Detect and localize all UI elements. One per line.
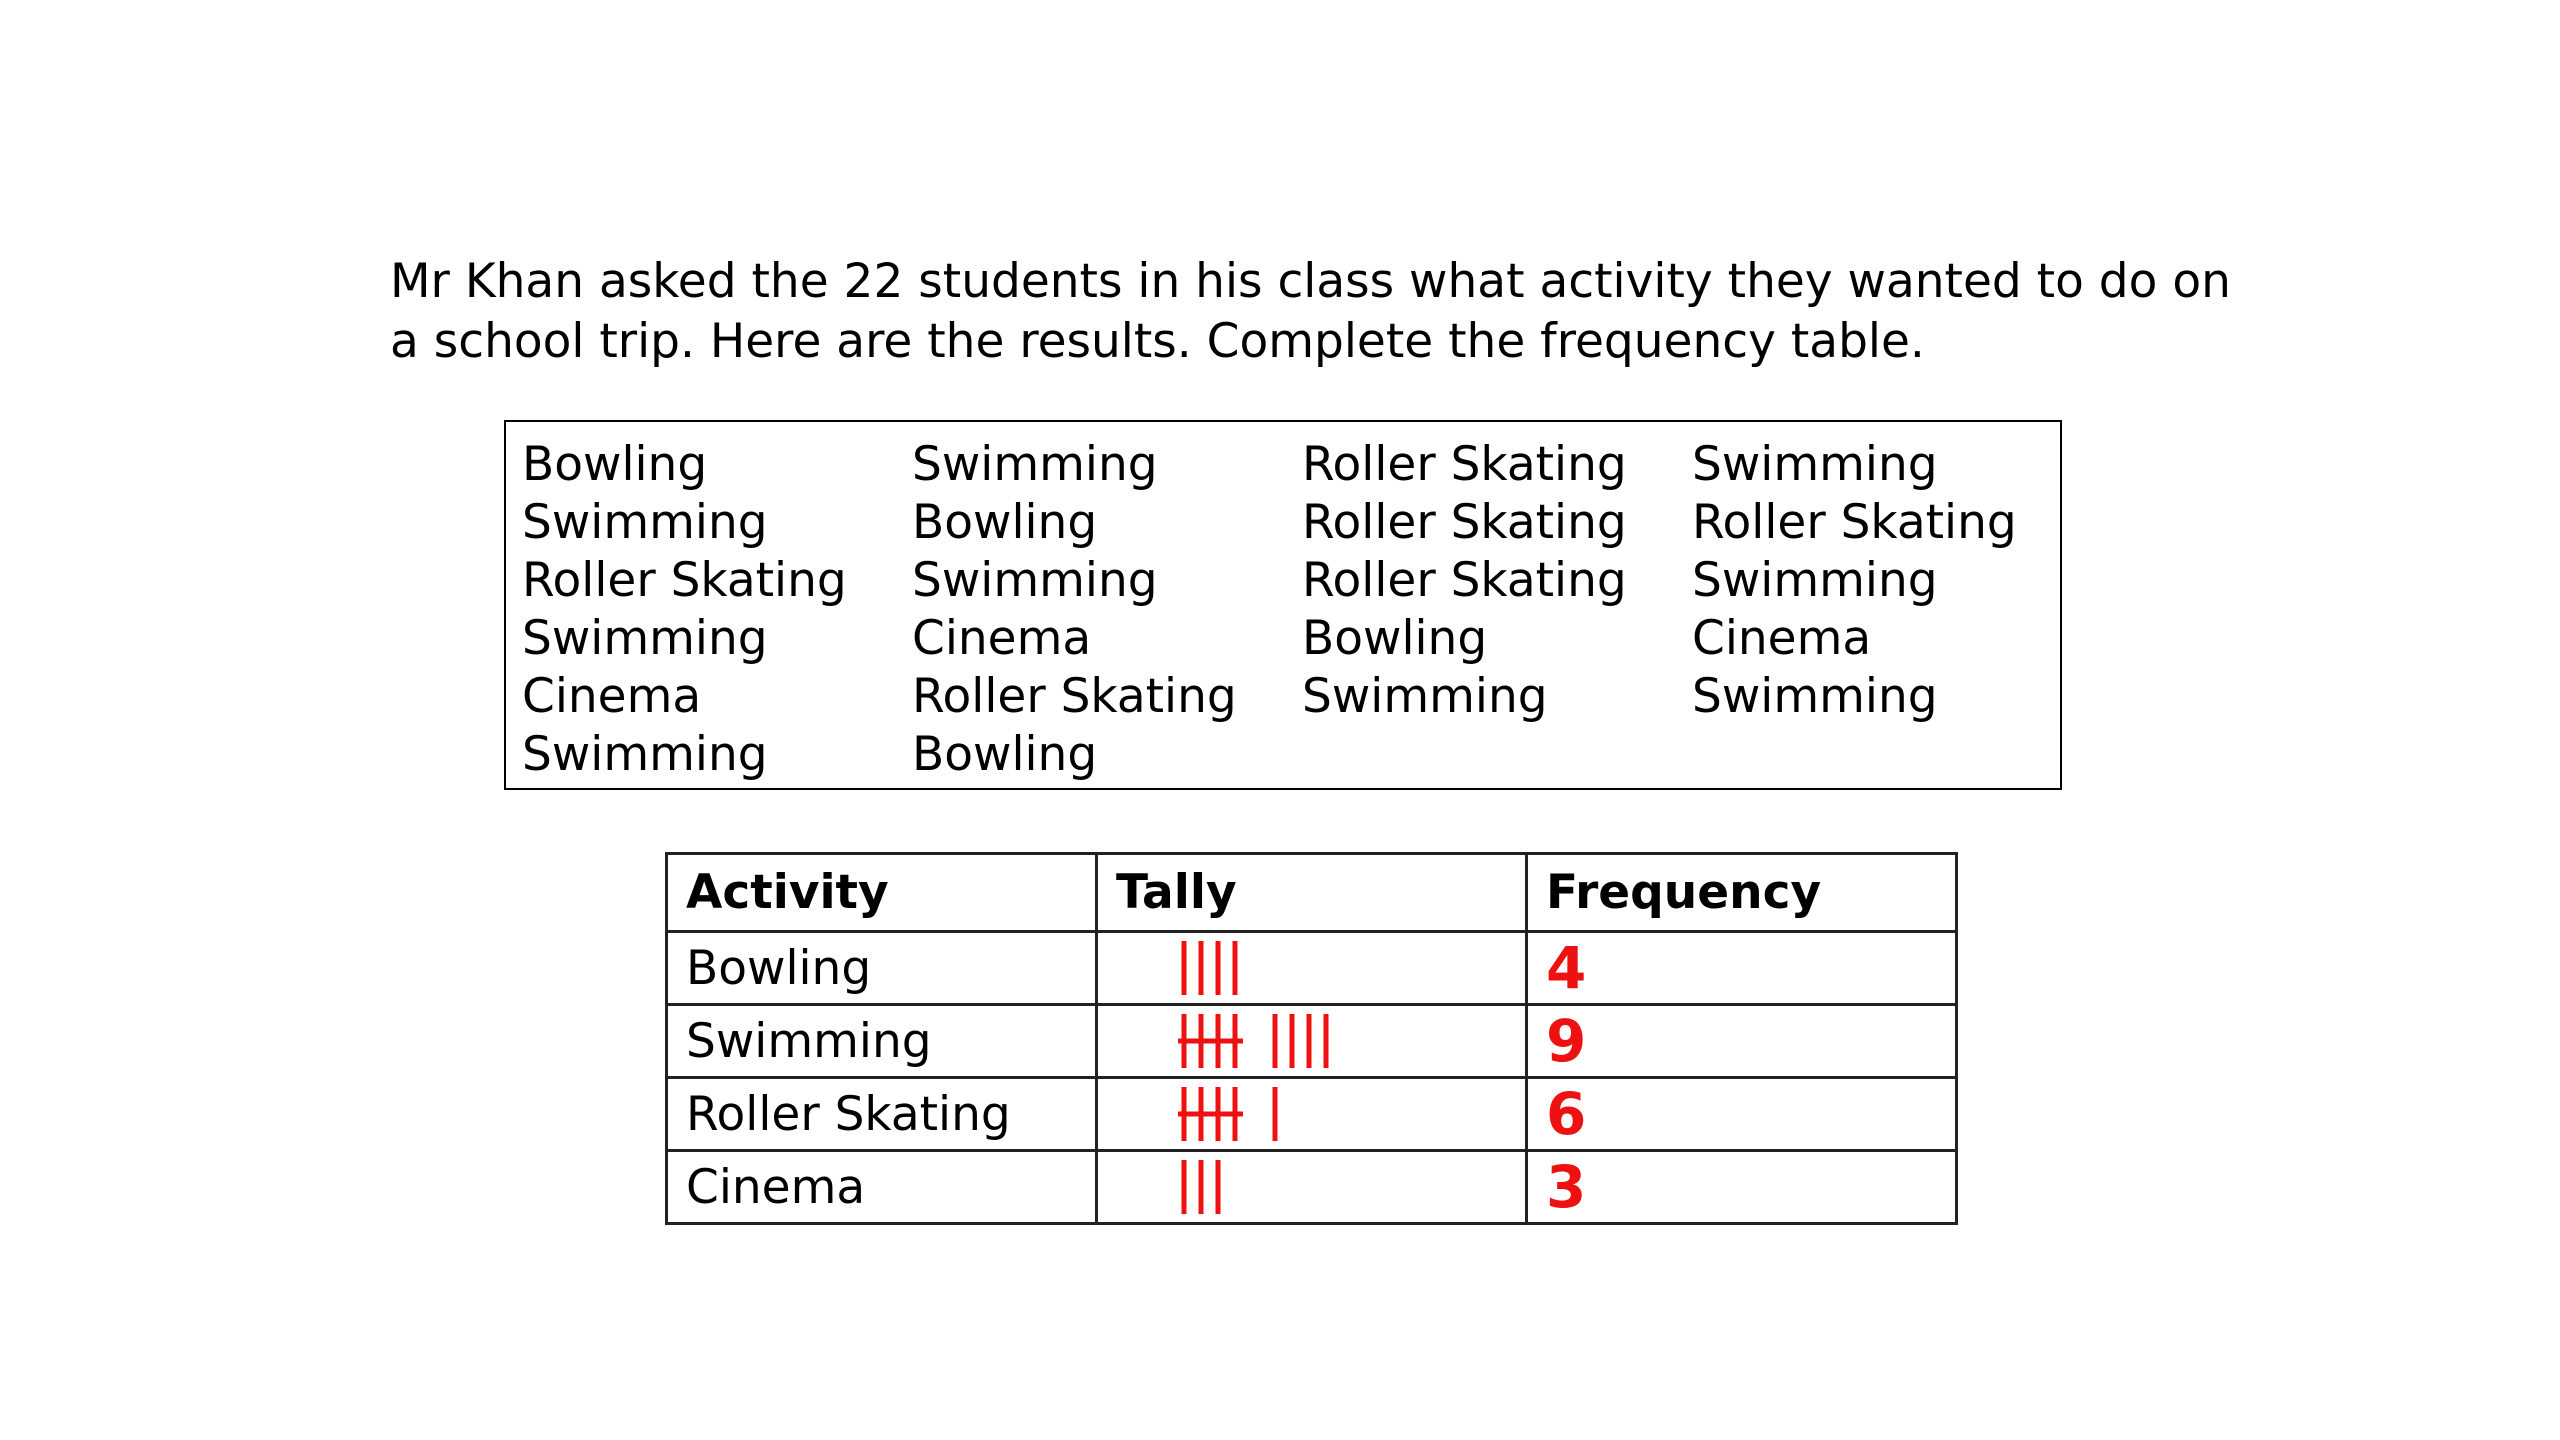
response-entry: Swimming bbox=[1302, 669, 1548, 724]
table-row bbox=[667, 932, 1957, 1005]
response-entry: Roller Skating bbox=[1302, 553, 1627, 608]
activity-cell: Bowling bbox=[667, 932, 1097, 1005]
response-entry: Bowling bbox=[912, 727, 1098, 782]
response-entry: Bowling bbox=[522, 437, 708, 492]
response-entry: Swimming bbox=[912, 437, 1158, 492]
tally-cell bbox=[1097, 1151, 1527, 1224]
response-entry: Cinema bbox=[912, 611, 1092, 666]
response-entry: Swimming bbox=[912, 553, 1158, 608]
responses-column-2 bbox=[912, 436, 1237, 784]
tally-cell bbox=[1097, 1078, 1527, 1151]
question-line-2: a school trip. Here are the results. Complete the frequency table. bbox=[390, 314, 1925, 369]
response-entry: Roller Skating bbox=[1302, 437, 1627, 492]
response-entry: Roller Skating bbox=[1692, 495, 2017, 550]
response-entry: Cinema bbox=[1692, 611, 1872, 666]
response-entry: Roller Skating bbox=[522, 553, 847, 608]
response-entry: Swimming bbox=[1692, 437, 1938, 492]
frequency-table bbox=[665, 852, 1958, 1225]
table-header-row bbox=[667, 854, 1957, 932]
response-entry: Bowling bbox=[1302, 611, 1488, 666]
header-tally: Tally bbox=[1097, 854, 1527, 932]
tally-marks bbox=[1178, 933, 1478, 1003]
table-row bbox=[667, 1151, 1957, 1224]
response-entry: Swimming bbox=[1692, 553, 1938, 608]
responses-column-1 bbox=[522, 436, 847, 784]
response-entry: Swimming bbox=[522, 611, 768, 666]
response-entry: Swimming bbox=[522, 727, 768, 782]
question-line-1: Mr Khan asked the 22 students in his class what activity they wanted to do on bbox=[390, 254, 2231, 309]
question-text bbox=[390, 252, 2290, 372]
tally-marks bbox=[1178, 1006, 1478, 1076]
response-entry: Swimming bbox=[522, 495, 768, 550]
tally-marks bbox=[1178, 1079, 1478, 1149]
response-entry: Swimming bbox=[1692, 669, 1938, 724]
responses-column-4 bbox=[1692, 436, 2017, 726]
frequency-cell: 9 bbox=[1527, 1005, 1957, 1078]
frequency-cell: 6 bbox=[1527, 1078, 1957, 1151]
header-frequency: Frequency bbox=[1527, 854, 1957, 932]
frequency-cell: 4 bbox=[1527, 932, 1957, 1005]
responses-column-3 bbox=[1302, 436, 1627, 726]
header-activity: Activity bbox=[667, 854, 1097, 932]
tally-marks bbox=[1178, 1152, 1478, 1222]
activity-cell: Cinema bbox=[667, 1151, 1097, 1224]
response-entry: Roller Skating bbox=[1302, 495, 1627, 550]
tally-cell bbox=[1097, 1005, 1527, 1078]
activity-cell: Swimming bbox=[667, 1005, 1097, 1078]
activity-cell: Roller Skating bbox=[667, 1078, 1097, 1151]
response-entry: Cinema bbox=[522, 669, 702, 724]
frequency-cell: 3 bbox=[1527, 1151, 1957, 1224]
table-row bbox=[667, 1005, 1957, 1078]
response-entry: Roller Skating bbox=[912, 669, 1237, 724]
table-row bbox=[667, 1078, 1957, 1151]
response-entry: Bowling bbox=[912, 495, 1098, 550]
survey-responses-box bbox=[504, 420, 2062, 790]
tally-cell bbox=[1097, 932, 1527, 1005]
